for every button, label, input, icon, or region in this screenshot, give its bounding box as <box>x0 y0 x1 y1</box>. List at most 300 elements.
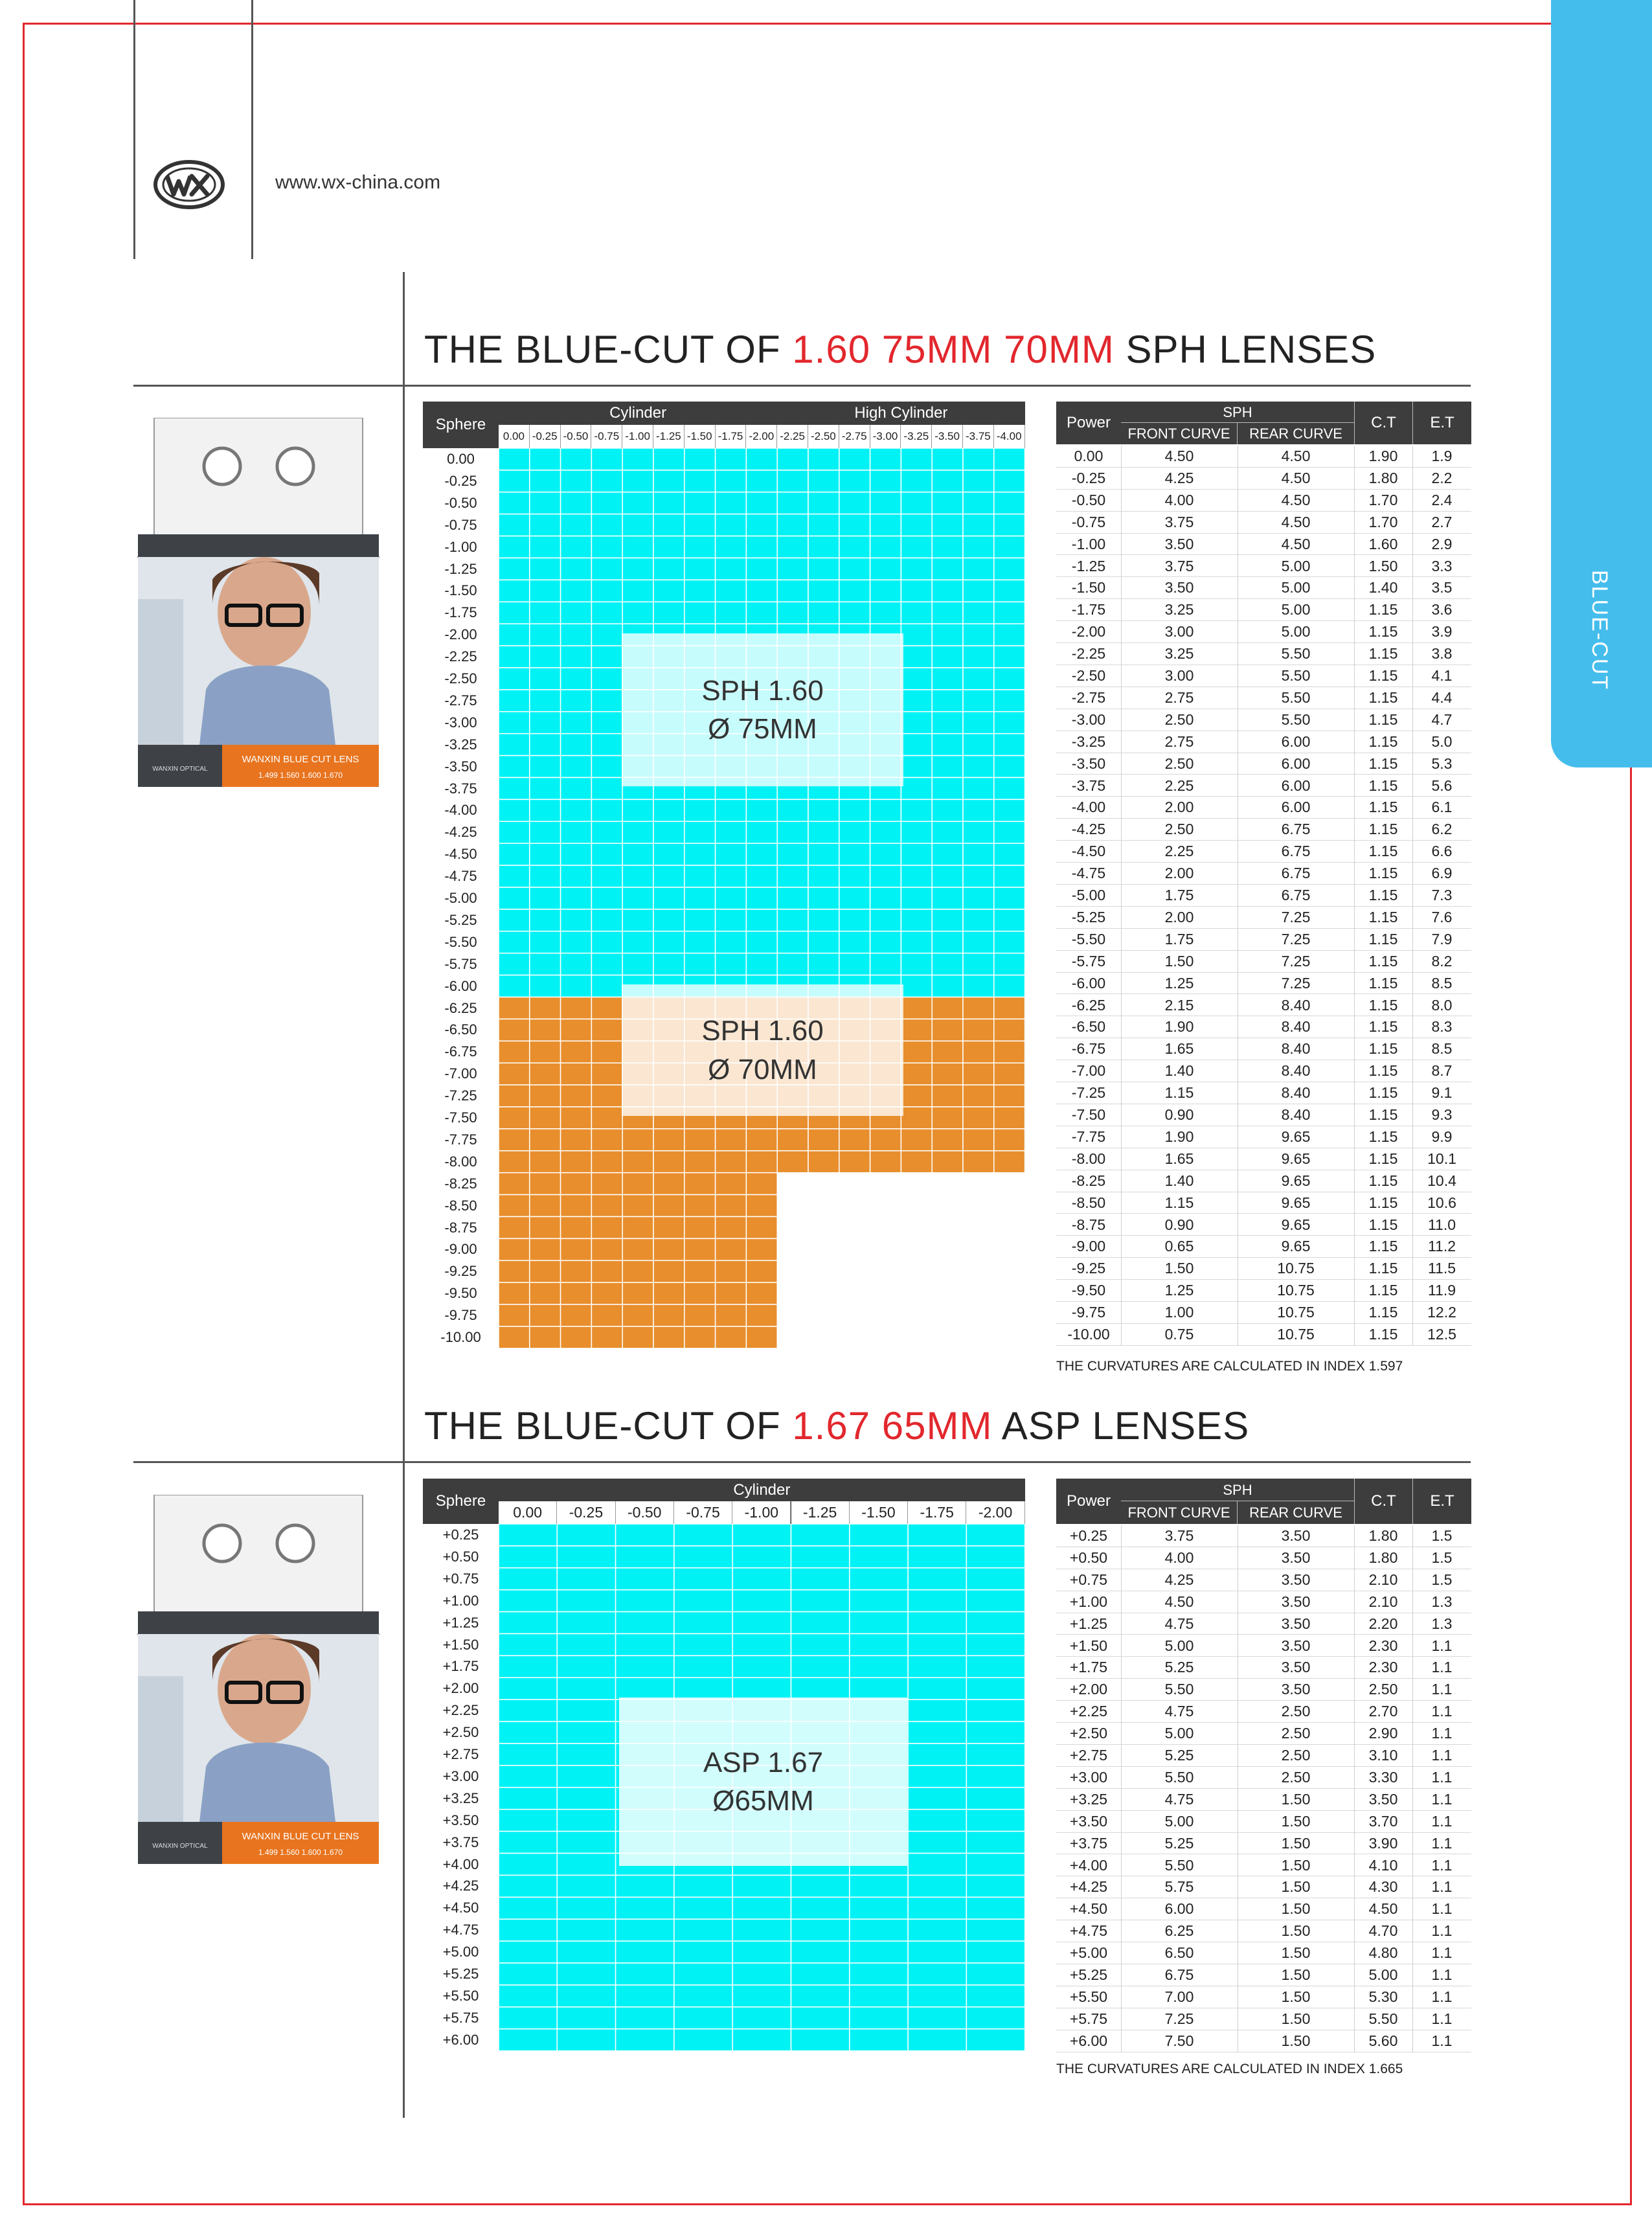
grid-cell-available <box>932 865 963 887</box>
grid-cell-available <box>561 821 592 843</box>
grid-cell-available <box>716 1260 747 1282</box>
curve-table-cell: -6.25 <box>1071 996 1106 1014</box>
grid-cell-available <box>499 799 530 821</box>
grid-cell-available <box>622 1129 653 1151</box>
curve-table-cell: +2.75 <box>1069 1747 1108 1764</box>
curve-table-cell: 8.40 <box>1281 1018 1311 1036</box>
grid-cell-available <box>653 580 685 602</box>
grid-cell-available <box>653 931 685 953</box>
curve-table-cell: 3.25 <box>1164 645 1194 663</box>
grid-cell-available <box>746 1282 777 1304</box>
curve-table-cell: 2.75 <box>1164 688 1194 706</box>
curve-table-row <box>1056 1104 1471 1126</box>
grid-cylinder-value: -0.50 <box>616 1501 674 1524</box>
curve-table-cell: 0.65 <box>1164 1238 1194 1255</box>
grid-cell-available <box>591 865 622 887</box>
curve-table-cell: 7.25 <box>1281 908 1311 926</box>
grid-cell-available <box>622 1195 653 1217</box>
grid-cell-available <box>674 1897 732 1919</box>
curve-table-cell: 5.50 <box>1164 1768 1194 1786</box>
curve-table-cell: -4.50 <box>1071 843 1106 860</box>
grid-cell-available <box>963 514 994 536</box>
grid-cell-available <box>591 624 622 646</box>
grid-cell-available <box>746 799 777 821</box>
grid-cell-available <box>932 690 963 712</box>
grid-cell-available <box>932 734 963 756</box>
grid-cell-available <box>966 1963 1024 1985</box>
curve-table-cell: 2.25 <box>1164 843 1194 860</box>
grid-cell-available <box>732 2007 791 2029</box>
curve-table-cell: 6.00 <box>1164 1900 1194 1918</box>
section2-rule <box>133 1461 1471 1463</box>
grid-cylinder-value: -2.50 <box>808 425 839 448</box>
grid-cell-available <box>499 887 530 909</box>
grid-cell-available <box>839 843 870 865</box>
grid-cell-available <box>622 821 653 843</box>
grid-cell-available <box>716 953 747 975</box>
grid-cell-available <box>653 1260 685 1282</box>
grid-cell-available <box>561 1217 592 1239</box>
grid-cell-available <box>557 1677 615 1699</box>
curve-table-cell: 9.65 <box>1281 1216 1311 1233</box>
grid-sphere-value: 0.00 <box>447 451 475 467</box>
grid-cell-available <box>561 799 592 821</box>
grid-cell-available <box>716 1173 747 1195</box>
curve-table-cell: 1.50 <box>1281 2032 1311 2049</box>
grid-cell-available <box>530 558 561 580</box>
grid-cylinder-value: -1.00 <box>732 1501 791 1524</box>
curve-table-cell: 3.00 <box>1164 667 1194 684</box>
grid-sphere-value: -3.25 <box>444 736 477 753</box>
grid-cell-available <box>499 1634 557 1656</box>
curve-table-cell: 0.90 <box>1164 1106 1194 1123</box>
curve-table-cell: +6.00 <box>1069 2032 1108 2049</box>
curve-table-cell: 1.25 <box>1164 1282 1194 1299</box>
curve-table-cell: 1.50 <box>1281 1834 1311 1852</box>
grid-cell-available <box>839 865 870 887</box>
curve-table-row <box>1056 819 1471 841</box>
grid-cell-available <box>557 1721 615 1743</box>
grid-cell-available <box>561 1326 592 1348</box>
grid-cell-available <box>616 1524 674 1546</box>
grid-cell-available <box>499 514 530 536</box>
grid-cell-available <box>716 602 747 624</box>
curve-table-row <box>1056 929 1471 951</box>
curve-table-row <box>1056 1942 1471 1964</box>
grid-cell-available <box>716 536 747 558</box>
grid-cell-available <box>530 997 561 1019</box>
curve-ct-label: C.T <box>1354 1479 1412 1524</box>
curve-table-cell: 7.25 <box>1281 974 1311 992</box>
grid-cell-available <box>994 514 1025 536</box>
grid-sphere-value: +1.50 <box>442 1636 479 1653</box>
product-caption-2: WANXIN BLUE CUT LENS <box>242 1831 359 1842</box>
grid-cell-available <box>561 492 592 514</box>
grid-cell-available <box>901 1041 932 1063</box>
grid-cell-available <box>746 821 777 843</box>
curve-table-cell: +3.25 <box>1069 1790 1108 1808</box>
curve-table-cell: 6.6 <box>1431 843 1453 860</box>
grid-cell-available <box>561 1304 592 1326</box>
curve-table-cell: 4.50 <box>1281 491 1311 508</box>
grid-cell-available <box>499 712 530 734</box>
curve-table-cell: -6.75 <box>1071 1040 1106 1058</box>
site-url[interactable]: www.wx-china.com <box>275 172 441 193</box>
curve-table-cell: 1.50 <box>1164 1260 1194 1277</box>
grid-cell-available <box>839 931 870 953</box>
grid-cell-available <box>791 1568 850 1590</box>
grid-cell-available <box>966 1810 1024 1832</box>
grid-cell-available <box>616 1634 674 1656</box>
grid-sphere-value: -2.50 <box>444 670 477 687</box>
grid-cell-available <box>499 1568 557 1590</box>
grid-cell-available <box>561 756 592 778</box>
curve-table-row <box>1056 468 1471 490</box>
curve-table-row <box>1056 1569 1471 1591</box>
curve-table-cell: 6.00 <box>1281 733 1311 750</box>
grid-cell-available <box>870 1151 901 1173</box>
curve-table-cell: 1.5 <box>1431 1571 1453 1588</box>
grid-cell-available <box>653 1217 685 1239</box>
grid-cell-available <box>557 2029 615 2051</box>
grid-cell-available <box>591 646 622 668</box>
curve-table-cell: 7.25 <box>1281 930 1311 948</box>
grid-cell-available <box>561 558 592 580</box>
grid-cell-available <box>499 668 530 690</box>
grid-cell-available <box>850 1590 908 1612</box>
curve-table-cell: 8.5 <box>1431 974 1453 992</box>
grid-cell-available <box>932 1063 963 1085</box>
grid-cell-available <box>808 953 839 975</box>
grid-cell-available <box>791 2007 850 2029</box>
grid-cell-available <box>908 1985 966 2007</box>
grid-cell-available <box>530 470 561 492</box>
grid-cell-available <box>499 1985 557 2007</box>
grid-cell-available <box>994 1085 1025 1107</box>
grid-cell-available <box>716 887 747 909</box>
grid-cell-available <box>994 843 1025 865</box>
grid-cell-available <box>808 821 839 843</box>
curve-table-cell: -7.25 <box>1071 1084 1106 1102</box>
curve-table-cell: 1.1 <box>1431 1747 1453 1764</box>
grid-sphere-value: -3.75 <box>444 780 477 797</box>
grid-cell-available <box>746 1304 777 1326</box>
grid-cell-available <box>901 1063 932 1085</box>
grid-cell-available <box>732 1568 791 1590</box>
grid-cell-available <box>591 536 622 558</box>
curve-table-cell: 1.1 <box>1431 1768 1453 1786</box>
grid-cell-available <box>963 909 994 931</box>
grid-cell-available <box>616 2007 674 2029</box>
curve-table-cell: 1.60 <box>1368 535 1398 552</box>
grid-cell-available <box>499 1897 557 1919</box>
grid-cell-available <box>966 1699 1024 1721</box>
curve-table-divider <box>1412 446 1413 1346</box>
curve-table-cell: +4.50 <box>1069 1900 1108 1918</box>
curve-table-cell: 4.75 <box>1164 1790 1194 1808</box>
grid-cell-available <box>653 1195 685 1217</box>
grid-cell-available <box>530 734 561 756</box>
grid-cell-available <box>674 1941 732 1963</box>
curve-table-row <box>1056 1789 1471 1811</box>
product-brand-1: WANXIN OPTICAL <box>152 766 208 773</box>
curve-table-cell: 8.40 <box>1281 1062 1311 1080</box>
grid-cell-available <box>674 1963 732 1985</box>
grid-cell-available <box>732 1985 791 2007</box>
grid-cylinder-value: -1.50 <box>685 425 716 448</box>
grid-cell-available <box>499 1085 530 1107</box>
grid-cell-available <box>653 536 685 558</box>
grid-cell-available <box>777 843 808 865</box>
curve-table-cell: 1.15 <box>1368 645 1398 663</box>
grid-cell-available <box>850 1897 908 1919</box>
curve-table-cell: 3.50 <box>1281 1549 1311 1566</box>
grid-cell-available <box>850 1875 908 1897</box>
curve-table-cell: 1.1 <box>1431 2032 1453 2049</box>
grid-cell-available <box>561 536 592 558</box>
grid-cell-available <box>716 514 747 536</box>
curve-table-cell: 1.15 <box>1368 1260 1398 1277</box>
curve-table-cell: 5.00 <box>1164 1637 1194 1654</box>
grid-sphere-value: -4.75 <box>444 868 477 885</box>
grid-cell-available <box>850 1524 908 1546</box>
grid-cell-available <box>716 448 747 470</box>
grid-cell-available <box>908 1590 966 1612</box>
curve-table-cell: 5.50 <box>1164 1681 1194 1698</box>
grid-cell-available <box>994 1129 1025 1151</box>
grid-cell-available <box>499 536 530 558</box>
grid-sphere-value: +4.50 <box>442 1900 479 1916</box>
curve-table-cell: 1.15 <box>1368 1326 1398 1343</box>
section1-note: THE CURVATURES ARE CALCULATED IN INDEX 1.597 <box>1056 1359 1403 1374</box>
grid-sphere-value: -8.00 <box>444 1153 477 1170</box>
grid-sphere-value: -7.25 <box>444 1087 477 1104</box>
grid-cell-available <box>685 799 716 821</box>
grid-cell-available <box>963 1107 994 1129</box>
grid-cell-available <box>499 821 530 843</box>
grid-cell-available <box>674 1677 732 1699</box>
grid-cell-available <box>674 1524 732 1546</box>
curve-table-cell: 10.1 <box>1427 1150 1456 1167</box>
curve-table-row <box>1056 556 1471 578</box>
grid-sphere-column <box>423 1524 499 2051</box>
curve-table-cell: 1.1 <box>1431 2010 1453 2027</box>
grid-sphere-value: +4.75 <box>442 1922 479 1938</box>
grid-cell-available <box>994 1063 1025 1085</box>
grid-cell-available <box>616 1677 674 1699</box>
curve-table-cell: +2.50 <box>1069 1725 1108 1742</box>
curve-table-cell: 6.75 <box>1281 843 1311 860</box>
grid-cell-available <box>908 1655 966 1677</box>
grid-cell-available <box>746 470 777 492</box>
grid-cell-available <box>716 1282 747 1304</box>
curve-table-cell: 6.75 <box>1281 865 1311 882</box>
curve-table-cell: 1.50 <box>1281 1944 1311 1962</box>
curve-table-cell: 2.25 <box>1164 777 1194 794</box>
wx-logo-icon <box>153 159 225 210</box>
grid-cell-available <box>499 1195 530 1217</box>
grid-cell-available <box>870 470 901 492</box>
grid-sphere-value: +3.50 <box>442 1811 479 1828</box>
curve-table-cell: 0.90 <box>1164 1216 1194 1233</box>
grid-cylinder-value: -3.50 <box>932 425 963 448</box>
grid-cell-available <box>499 1766 557 1788</box>
grid-cell-available <box>963 668 994 690</box>
curve-table-cell: 3.50 <box>1281 1527 1311 1544</box>
grid-cell-available <box>901 887 932 909</box>
curve-front-label: FRONT CURVE <box>1121 1501 1238 1524</box>
grid-cell-available <box>530 865 561 887</box>
sph-75mm-label-line: SPH 1.60 <box>701 674 824 707</box>
curve-table-cell: 5.75 <box>1164 1878 1194 1896</box>
grid-cell-available <box>499 1326 530 1348</box>
grid-cell-available <box>530 448 561 470</box>
grid-cell-available <box>850 1612 908 1634</box>
grid-cell-available <box>746 1151 777 1173</box>
curve-table-cell: 1.40 <box>1368 579 1398 596</box>
grid-cell-available <box>499 2029 557 2051</box>
grid-cell-available <box>530 1260 561 1282</box>
grid-cell-available <box>557 2007 615 2029</box>
grid-cell-available <box>932 953 963 975</box>
curve-power-label: Power <box>1066 414 1111 431</box>
asp-65mm-label-line: ASP 1.67 <box>703 1746 824 1778</box>
curve-table-row <box>1056 1920 1471 1942</box>
curve-table-cell: 1.75 <box>1164 887 1194 903</box>
curve-table-cell: 3.9 <box>1431 623 1453 641</box>
grid-cell-available <box>685 580 716 602</box>
grid-cell-available <box>653 448 685 470</box>
curve-table-cell: 10.75 <box>1277 1282 1315 1299</box>
curve-table-cell: 5.50 <box>1368 2010 1398 2027</box>
curve-table-cell: 2.50 <box>1164 821 1194 838</box>
header-divider-left <box>133 0 135 259</box>
curve-table-cell: 5.00 <box>1281 601 1311 619</box>
grid-cell-available <box>530 909 561 931</box>
grid-cell-available <box>591 997 622 1019</box>
curve-table-cell: +1.25 <box>1069 1615 1108 1632</box>
product-packet-image-1 <box>135 418 382 787</box>
curve-table-cell: 3.50 <box>1368 1790 1398 1808</box>
grid-cell-available <box>732 1875 791 1897</box>
grid-cell-available <box>994 778 1025 800</box>
grid-header <box>423 402 1025 448</box>
grid-cylinder-value: -0.50 <box>561 425 592 448</box>
grid-cell-available <box>932 1085 963 1107</box>
curve-table-cell: 1.1 <box>1431 1922 1453 1940</box>
grid-cell-available <box>932 624 963 646</box>
curve-table-cell: 11.0 <box>1427 1216 1456 1233</box>
grid-cell-available <box>591 931 622 953</box>
curve-table-cell: 10.6 <box>1427 1194 1456 1211</box>
grid-cell-available <box>932 1129 963 1151</box>
curve-table-row <box>1056 599 1471 621</box>
grid-cell-available <box>591 1107 622 1129</box>
grid-sphere-value: +6.00 <box>442 2031 479 2048</box>
grid-cell-available <box>499 1677 557 1699</box>
grid-cell-available <box>561 1085 592 1107</box>
curve-table-cell: 5.50 <box>1164 1856 1194 1874</box>
grid-cell-available <box>791 1963 850 1985</box>
curve-table-cell: 2.30 <box>1368 1659 1398 1676</box>
curve-table-row <box>1056 1679 1471 1701</box>
grid-cell-available <box>591 756 622 778</box>
curve-table-cell: 1.50 <box>1281 1878 1311 1896</box>
grid-cell-available <box>653 1238 685 1260</box>
grid-cell-available <box>966 1766 1024 1788</box>
grid-cell-available <box>901 1107 932 1129</box>
grid-cell-available <box>591 953 622 975</box>
grid-cell-available <box>901 953 932 975</box>
grid-cell-available <box>808 448 839 470</box>
curve-table-cell: 1.15 <box>1368 865 1398 882</box>
grid-cell-available <box>791 1919 850 1941</box>
grid-cylinder-value: -0.75 <box>591 425 622 448</box>
grid-sphere-value: +0.25 <box>442 1527 479 1543</box>
grid-cell-available <box>908 1677 966 1699</box>
grid-cell-available <box>499 1151 530 1173</box>
curve-table-cell: +3.50 <box>1069 1812 1108 1830</box>
curve-table-cell: 3.50 <box>1164 579 1194 596</box>
curve-table-cell: 2.50 <box>1281 1768 1311 1786</box>
curve-table-row <box>1056 1723 1471 1745</box>
grid-cell-available <box>908 1919 966 1941</box>
grid-sphere-value: -6.25 <box>444 999 477 1016</box>
grid-cell-available <box>966 1568 1024 1590</box>
grid-cell-available <box>716 865 747 887</box>
grid-cell-available <box>499 1546 557 1568</box>
grid-cell-available <box>530 887 561 909</box>
grid-cell-available <box>557 1743 615 1766</box>
curve-table-row <box>1056 1148 1471 1170</box>
grid-cell-available <box>746 1195 777 1217</box>
curve-et-label: E.T <box>1412 1479 1471 1524</box>
grid-cell-available <box>530 624 561 646</box>
grid-cell-available <box>746 558 777 580</box>
grid-cell-available <box>808 843 839 865</box>
grid-cell-available <box>685 602 716 624</box>
curve-table-cell: 10.75 <box>1277 1304 1315 1321</box>
curve-table-cell: +5.25 <box>1069 1966 1108 1983</box>
grid-cell-available <box>591 1041 622 1063</box>
grid-cell-available <box>674 1590 732 1612</box>
grid-cell-available <box>716 492 747 514</box>
grid-sphere-value: -7.50 <box>444 1109 477 1126</box>
grid-cell-available <box>530 646 561 668</box>
grid-cell-available <box>591 843 622 865</box>
grid-cell-available <box>777 821 808 843</box>
grid-cell-available <box>963 448 994 470</box>
grid-sphere-value: -1.75 <box>444 604 477 621</box>
grid-cell-available <box>622 1304 653 1326</box>
grid-sphere-label: Sphere <box>435 1492 486 1510</box>
grid-cell-available <box>908 1963 966 1985</box>
curve-table-cell: 3.50 <box>1281 1637 1311 1654</box>
grid-cell-available <box>499 756 530 778</box>
grid-high-cylinder-label: High Cylinder <box>854 404 948 422</box>
grid-cell-available <box>499 1963 557 1985</box>
grid-sphere-value: +3.00 <box>442 1767 479 1784</box>
curve-table-cell: 1.1 <box>1431 1966 1453 1983</box>
grid-cell-available <box>777 953 808 975</box>
grid-cell-available <box>674 2007 732 2029</box>
grid-cell-available <box>966 1854 1024 1876</box>
grid-cell-available <box>963 799 994 821</box>
curve-table-row <box>1056 1833 1471 1855</box>
curve-table-cell: 3.50 <box>1281 1571 1311 1588</box>
curve-table-cell: -6.50 <box>1071 1018 1106 1036</box>
grid-sphere-value: -5.75 <box>444 955 477 972</box>
